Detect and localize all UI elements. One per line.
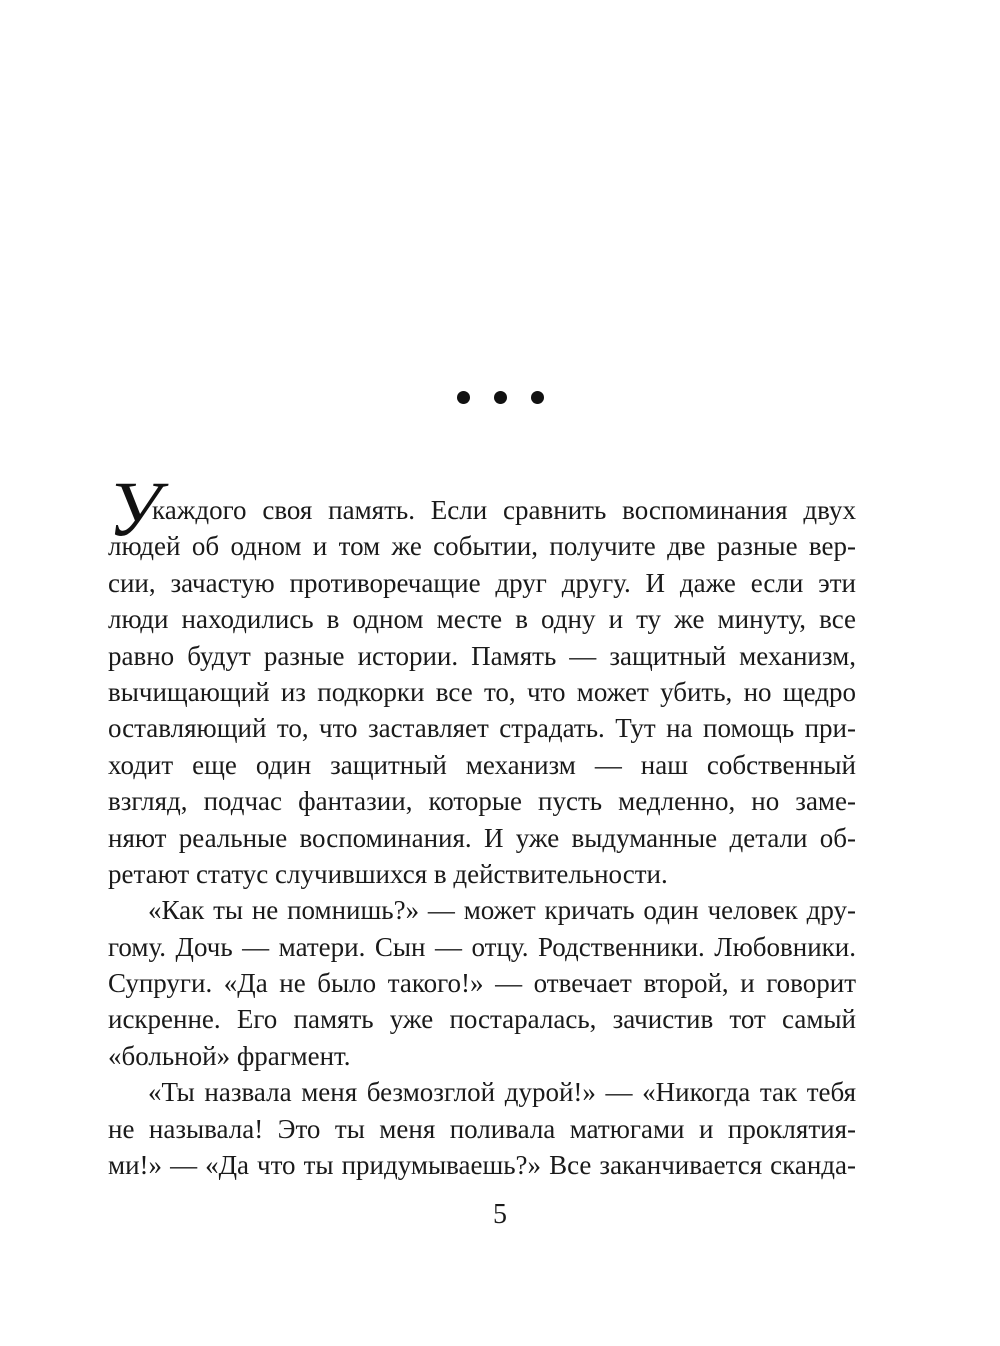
text-line: взгляд, подчас фантазии, которые пусть медленно, но заме- [108,786,856,817]
text-line: няют реальные воспоминания. И уже выдуманные детали об- [108,822,856,853]
separator-dot [494,391,507,404]
text-line: «Ты назвала меня безмозглой дурой!» — «Никогда так тебя [148,1077,856,1108]
text-line: ходит еще один защитный механизм — наш собственный [108,749,856,780]
text-line: каждого своя память. Если сравнить воспоминания двух [152,495,856,525]
separator-dot [457,391,470,404]
body-text [108,466,856,1183]
paragraph-3 [108,1074,856,1183]
text-line: людей об одном и том же событии, получите две разные вер- [108,531,856,562]
text-line: равно будут разные истории. Память — защитный механизм, [108,640,856,671]
paragraph-1 [108,466,856,892]
text-line: сии, зачастую противоречащие друг другу. И даже если эти [108,567,856,598]
text-line: оставляющий то, что заставляет страдать. Тут на помощь при- [108,713,856,744]
text-line: ми!» — «Да что ты придумываешь?» Все заканчивается сканда- [108,1150,856,1181]
drop-cap: У [108,465,161,552]
text-line: гому. Дочь — матери. Сын — отцу. Родственники. Любовники. [108,931,856,962]
text-line: искренне. Его память уже постаралась, зачистив тот самый [108,1004,856,1035]
separator-dot [531,391,544,404]
text-line: вычищающий из подкорки все то, что может убить, но щедро [108,676,856,707]
text-line: Супруги. «Да не было такого!» — отвечает второй, и говорит [108,968,856,999]
text-line: не называла! Это ты меня поливала матюгами и проклятия- [108,1113,856,1144]
text-line: люди находились в одном месте в одну и ту же минуту, все [108,604,856,635]
page-number: 5 [493,1199,507,1230]
section-separator [0,386,1000,408]
text-line: «больной» фрагмент. [108,1040,351,1071]
paragraph-2 [108,892,856,1074]
text-line: ретают статус случившихся в действительности. [108,858,668,889]
text-line: «Как ты не помнишь?» — может кричать один человек дру- [148,895,856,926]
